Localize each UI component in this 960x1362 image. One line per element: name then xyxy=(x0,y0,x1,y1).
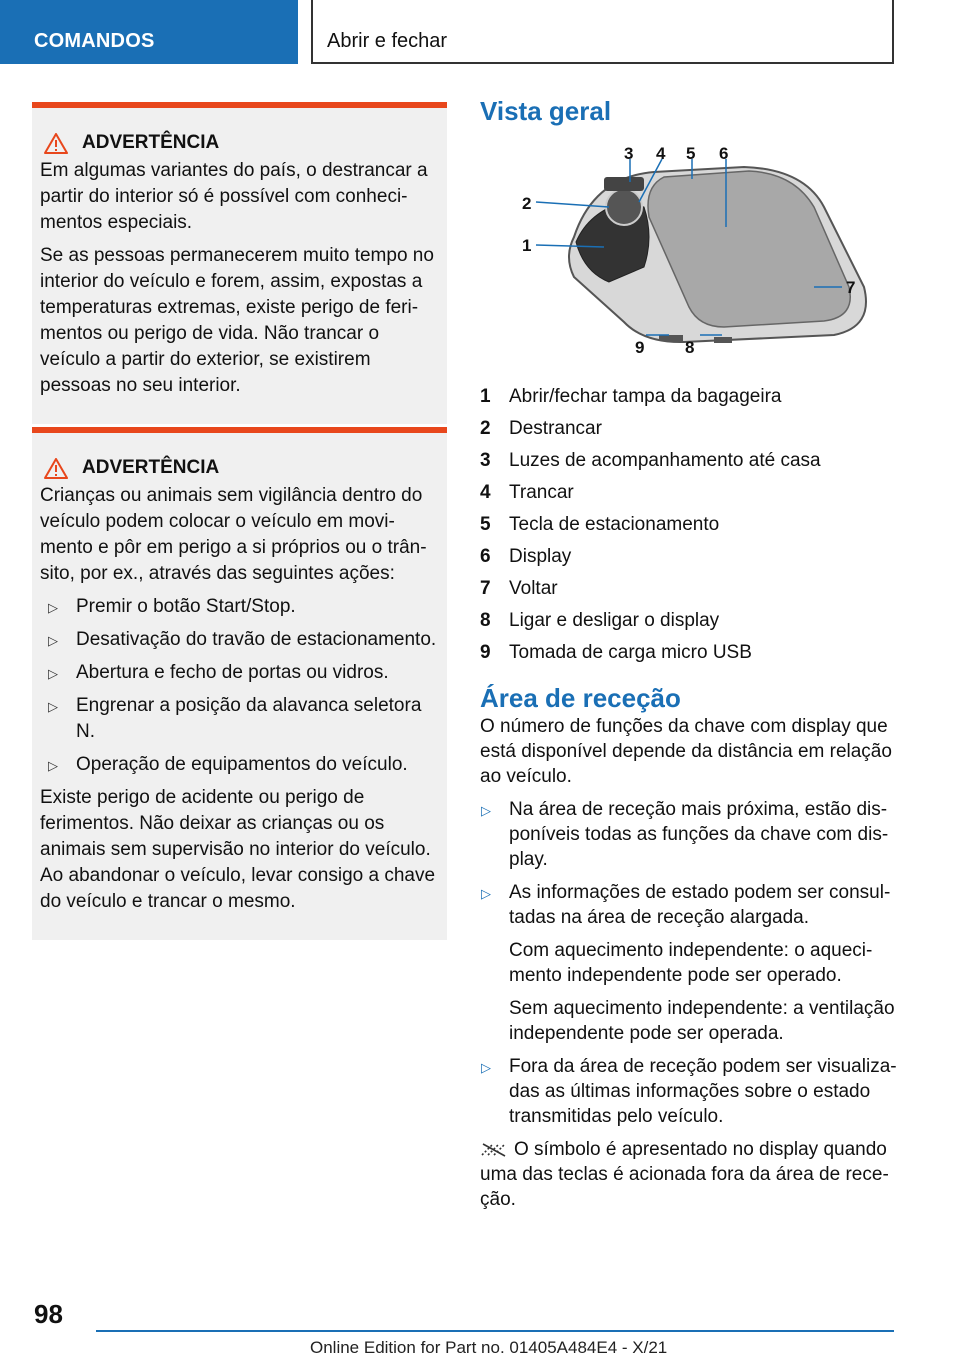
callout-label: 6 xyxy=(719,147,729,163)
sub-paragraph: Com aquecimento independente: o aquecimento independente pode ser operado. xyxy=(509,940,873,986)
callout-label: 2 xyxy=(522,194,532,213)
legend-item: 5 Tecla de estacionamento xyxy=(480,514,720,535)
bullet-triangle-icon: ▷ xyxy=(48,633,58,648)
warning-triangle-icon xyxy=(44,133,68,154)
callout-label: 4 xyxy=(656,147,666,163)
list-item: ▷ Desativação do travão de estacionamento. xyxy=(40,627,439,653)
warning-title: ADVERTÊNCIA xyxy=(44,130,439,156)
section-title: COMANDOS xyxy=(34,30,155,52)
legend-item: 9 Tomada de carga micro USB xyxy=(480,642,752,663)
callout-label: 1 xyxy=(522,236,532,255)
warning-title: ADVERTÊNCIA xyxy=(44,455,439,481)
page-number: 98 xyxy=(34,1299,63,1329)
overview-heading: Vista geral xyxy=(480,96,612,126)
bullet-triangle-icon: ▷ xyxy=(481,1060,491,1075)
reception-section xyxy=(480,683,900,1212)
list-item: ▷ Premir o botão Start/Stop. xyxy=(40,594,439,620)
footer-divider xyxy=(96,1330,894,1332)
callout-label: 3 xyxy=(624,147,634,163)
legend-item: 2 Destrancar xyxy=(480,418,602,439)
bullet-triangle-icon: ▷ xyxy=(48,699,58,714)
bullet-triangle-icon: ▷ xyxy=(48,600,58,615)
bullet-triangle-icon: ▷ xyxy=(481,886,491,901)
bullet-triangle-icon: ▷ xyxy=(481,803,491,818)
footer-edition: Online Edition for Part no. 01405A484E4 - X/21 xyxy=(310,1338,668,1357)
warning-box-2 xyxy=(32,427,447,940)
list-item: ▷ Fora da área de receção podem ser visualizadas as últimas informações sobre o estado transmitidas pelo veículo. xyxy=(481,1056,897,1127)
warning-bullet-list xyxy=(40,594,439,778)
sub-paragraph: Sem aquecimento independente: a ventilação independente pode ser operada. xyxy=(509,998,895,1044)
list-item: ▷ As informações de estado podem ser consultadas na área de receção alargada. Com aquecimento independente: o aquecimento independente pode ser operado. Sem aquecimento independente: a ventilação independente pode ser operada. xyxy=(480,880,900,1046)
legend-item: 6 Display xyxy=(480,546,572,567)
list-item: ▷ Abertura e fecho de portas ou vidros. xyxy=(40,660,439,686)
list-item: ▷ Engrenar a posição da alavanca seletora N. xyxy=(48,695,422,742)
warning-paragraph: Se as pessoas permanecerem muito tempo no interior do veículo e forem, assim, expostas a temperaturas extremas, existe perigo de ferimentos ou perigo de vida. Não trancar o veículo a partir do exterior, se existirem pessoas no seu interior. xyxy=(40,245,434,396)
legend-item: 3 Luzes de acompanhamento até casa xyxy=(480,450,821,471)
right-column xyxy=(480,96,900,1212)
overview-legend xyxy=(480,381,900,669)
list-item: ▷ Operação de equipamentos do veículo. xyxy=(40,752,439,778)
legend-item: 8 Ligar e desligar o display xyxy=(480,610,720,631)
key-illustration xyxy=(514,147,894,367)
reception-intro: O número de funções da chave com display que está disponível depende da distância em relação ao veículo. xyxy=(480,716,892,787)
legend-item: 7 Voltar xyxy=(480,578,558,599)
legend-item: 1 Abrir/fechar tampa da bagageira xyxy=(480,386,782,407)
chapter-header xyxy=(311,0,894,64)
section-tab xyxy=(0,0,298,64)
reception-note: O símbolo é apresentado no display quando uma das teclas é acionada fora da área de receção. xyxy=(480,1139,889,1210)
bullet-triangle-icon: ▷ xyxy=(48,666,58,681)
bullet-triangle-icon: ▷ xyxy=(48,758,58,773)
display-key-diagram xyxy=(514,147,894,367)
warning-outro: Existe perigo de acidente ou perigo de ferimentos. Não deixar as crianças ou os animais sem supervisão no interior do veículo. Ao abandonar o veículo, levar consigo a chave do veículo e trancar o mesmo. xyxy=(40,787,436,912)
out-of-range-icon xyxy=(480,1141,508,1157)
reception-heading: Área de receção xyxy=(480,683,681,713)
callout-label: 8 xyxy=(685,338,695,357)
legend-item: 4 Trancar xyxy=(480,482,574,503)
list-item: ▷ Na área de receção mais próxima, estão disponíveis todas as funções da chave com display. xyxy=(481,799,889,870)
warning-box-1 xyxy=(32,102,447,424)
warning-intro: Crianças ou animais sem vigilância dentro do veículo podem colocar o veículo em movimento e pôr em perigo a si próprios ou o trânsito, por ex., através das seguintes ações: xyxy=(40,485,427,584)
callout-label: 9 xyxy=(635,338,645,357)
chapter-title: Abrir e fechar xyxy=(327,30,448,52)
callout-label: 7 xyxy=(846,278,856,297)
warning-paragraph: Em algumas variantes do país, o destrancar a partir do interior só é possível com conhecimentos especiais. xyxy=(40,160,428,233)
reception-bullet-list xyxy=(480,797,900,1129)
warning-triangle-icon xyxy=(44,458,68,479)
callout-label: 5 xyxy=(686,147,696,163)
